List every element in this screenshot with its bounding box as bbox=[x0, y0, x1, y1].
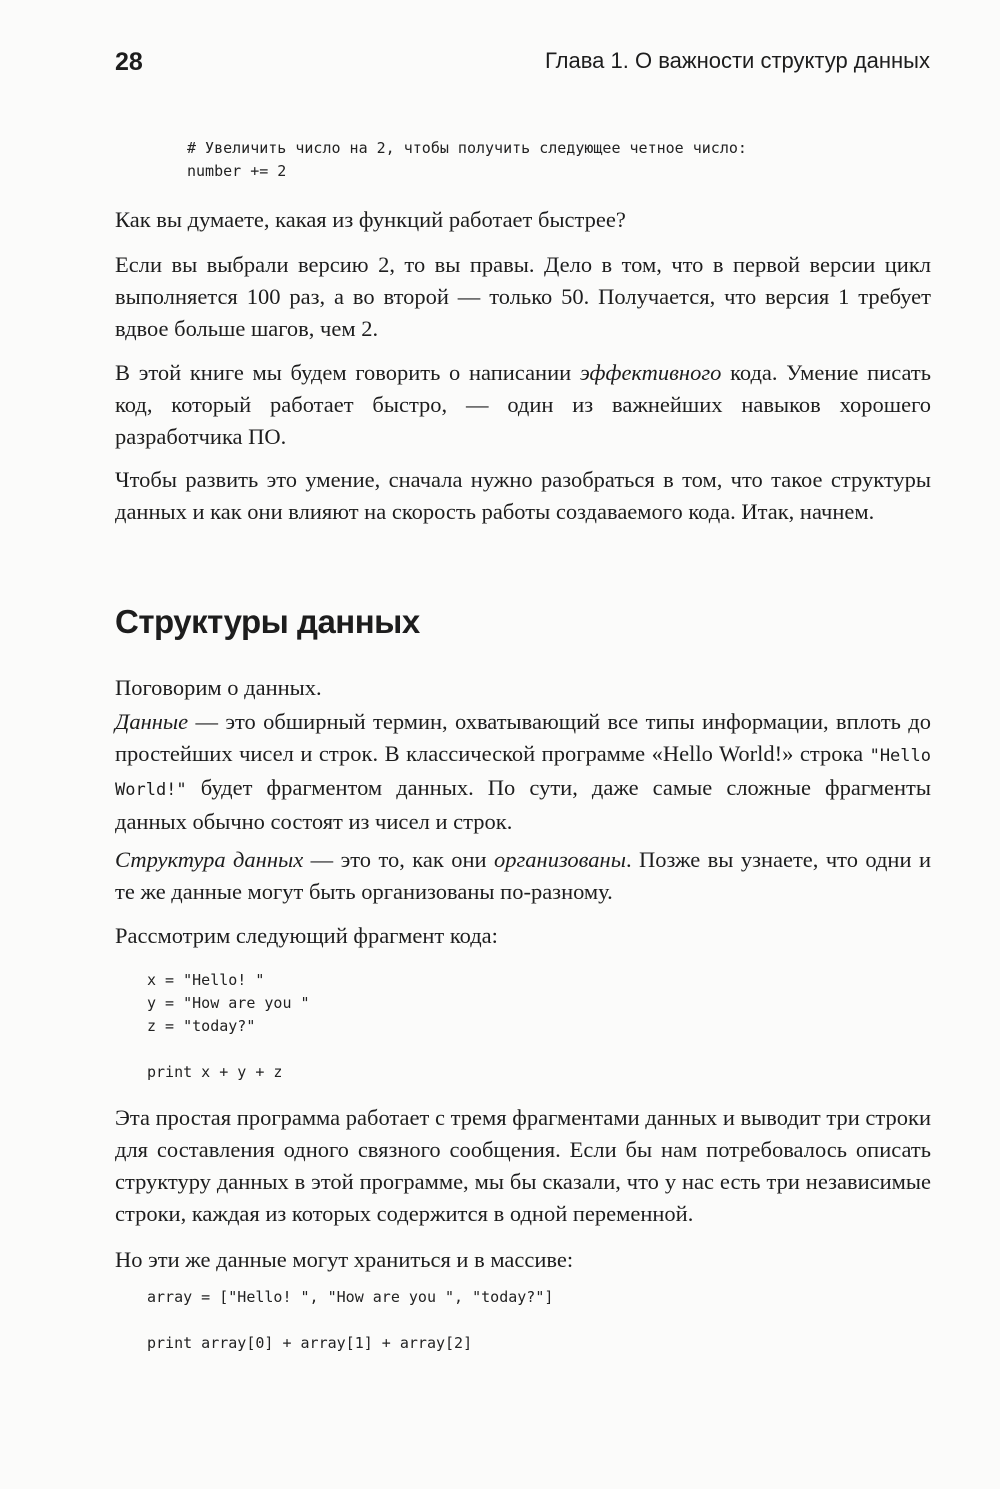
paragraph: Но эти же данные могут храниться и в массиве: bbox=[115, 1247, 574, 1272]
code-line: print array[0] + array[1] + array[2] bbox=[147, 1334, 473, 1352]
text: — это обширный термин, охватывающий все типы информации, вплоть до простейших чисел и строк. В классической программе «Hello World!» строка bbox=[115, 709, 931, 766]
emphasis: организованы bbox=[494, 847, 626, 872]
code-line: x = "Hello! " bbox=[147, 971, 265, 989]
code-line: y = "How are you " bbox=[147, 994, 310, 1012]
emphasis: эффективного bbox=[579, 360, 722, 385]
text: кода. Умение писать код, который работает быстро, — один из важнейших навыков хорошего разработчика ПО. bbox=[115, 360, 931, 449]
code-line: z = "today?" bbox=[147, 1017, 256, 1035]
code-line bbox=[147, 1309, 553, 1332]
paragraph: Как вы думаете, какая из функций работает быстрее? bbox=[115, 207, 626, 232]
paragraph: Рассмотрим следующий фрагмент кода: bbox=[115, 923, 498, 948]
text: будет фрагментом данных. По сути, даже самые сложные фрагменты данных обычно состоят из чисел и строк. bbox=[115, 775, 931, 834]
term: Структура данных bbox=[115, 847, 304, 872]
code-block-strings bbox=[147, 969, 310, 1084]
paragraph: Чтобы развить это умение, сначала нужно разобраться в том, что такое структуры данных и как они влияют на скорость работы создаваемого кода. Итак, начнем. bbox=[115, 467, 931, 524]
paragraph bbox=[115, 706, 931, 838]
code-line: print x + y + z bbox=[147, 1063, 283, 1081]
code-line: # Увеличить число на 2, чтобы получить следующее четное число: bbox=[187, 139, 747, 157]
running-header: Глава 1. О важности структур данных bbox=[544, 48, 930, 73]
paragraph: Если вы выбрали версию 2, то вы правы. Дело в том, что в первой версии цикл выполняется 100 раз, а во второй — только 50. Получается, что версия 1 требует вдвое больше шагов, чем 2. bbox=[115, 252, 931, 341]
paragraph bbox=[115, 357, 931, 453]
paragraph: Эта простая программа работает с тремя фрагментами данных и выводит три строки для составления одного связного сообщения. Если бы нам потребовалось описать структуру данных в этой программе, мы бы сказали, что у нас есть три независимые строки, каждая из которых содержится в одной переменной. bbox=[115, 1105, 931, 1226]
paragraph: Поговорим о данных. bbox=[115, 675, 322, 700]
code-line: array = ["Hello! ", "How are you ", "today?"] bbox=[147, 1288, 554, 1306]
page-number: 28 bbox=[115, 48, 143, 76]
text: . Позже вы узнаете, что одни и те же данные могут быть организованы по-разному. bbox=[115, 847, 931, 904]
code-line: number += 2 bbox=[187, 162, 287, 180]
code-block-increment bbox=[187, 137, 747, 183]
text: — это то, как они bbox=[303, 847, 495, 872]
text: В этой книге мы будем говорить о написании bbox=[115, 360, 580, 385]
inline-code: "Hello World!" bbox=[115, 746, 931, 800]
code-block-array bbox=[147, 1286, 553, 1355]
paragraph bbox=[115, 844, 931, 908]
section-heading: Структуры данных bbox=[115, 603, 420, 640]
code-line bbox=[147, 1038, 310, 1061]
term: Данные bbox=[115, 709, 189, 734]
